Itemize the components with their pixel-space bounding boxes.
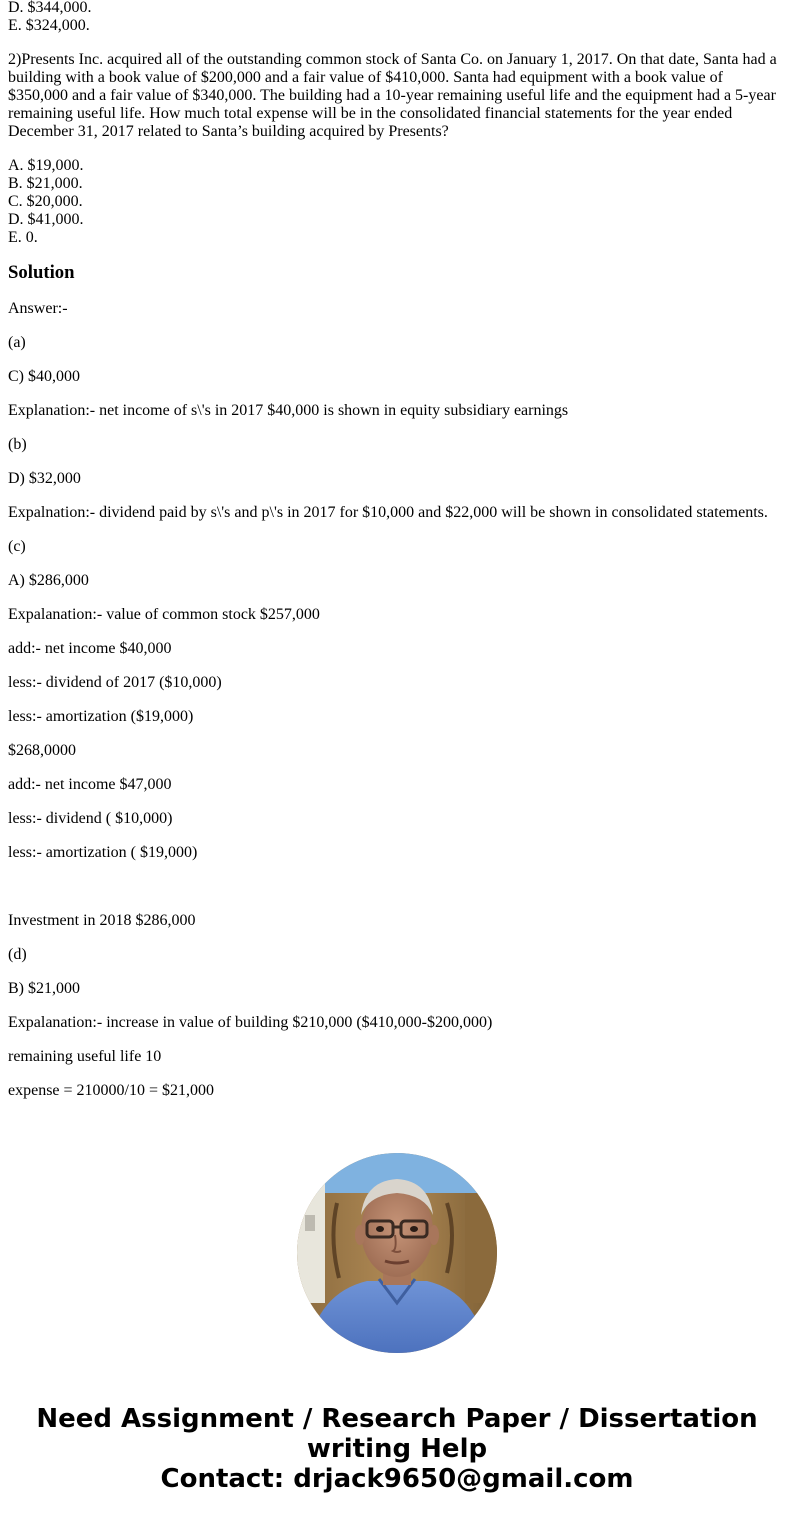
answer-line: (c) xyxy=(8,538,26,555)
answer-line: less:- dividend ( $10,000) xyxy=(8,810,173,827)
answer-line: A) $286,000 xyxy=(8,572,89,589)
answer-line: Expalnation:- dividend paid by s\'s and p\'s in 2017 for $10,000 and $22,000 will be shown in consolidated statements. xyxy=(8,504,768,521)
solution-heading: Solution xyxy=(8,262,75,283)
banner-line: writing Help xyxy=(306,1434,488,1464)
banner-line: Need Assignment / Research Paper / Dissertation xyxy=(36,1404,758,1434)
answer-line: B) $21,000 xyxy=(8,980,80,997)
answer-line: (b) xyxy=(8,436,27,453)
answer-line: less:- dividend of 2017 ($10,000) xyxy=(8,674,222,691)
option-line: A. $19,000. xyxy=(8,157,84,174)
option-line: E. 0. xyxy=(8,229,38,246)
answer-line: (a) xyxy=(8,334,26,351)
contact-email: Contact: drjack9650@gmail.com xyxy=(160,1464,634,1494)
top-options xyxy=(8,0,786,35)
answer-line: (d) xyxy=(8,946,27,963)
answer-line: Answer:- xyxy=(8,300,68,317)
answer-line: Expalanation:- increase in value of building $210,000 ($410,000-$200,000) xyxy=(8,1014,493,1031)
option-line: D. $41,000. xyxy=(8,211,84,228)
answer-line: add:- net income $47,000 xyxy=(8,776,172,793)
answer-block xyxy=(8,300,786,1100)
author-photo xyxy=(297,1153,497,1353)
contact-banner xyxy=(0,1404,794,1494)
option-line: E. $324,000. xyxy=(8,17,90,34)
answer-line: Explanation:- net income of s\'s in 2017 $40,000 is shown in equity subsidiary earnings xyxy=(8,402,569,419)
answer-line: C) $40,000 xyxy=(8,368,80,385)
option-line: D. $344,000. xyxy=(8,0,92,16)
document-body xyxy=(8,0,786,1100)
answer-line: less:- amortization ($19,000) xyxy=(8,708,194,725)
answer-line: Investment in 2018 $286,000 xyxy=(8,912,196,929)
answer-line: Expalanation:- value of common stock $257,000 xyxy=(8,606,320,623)
question-text: 2)Presents Inc. acquired all of the outstanding common stock of Santa Co. on January 1, 2017. On that date, Santa had a building with a book value of $200,000 and a fair value of $410,000. Santa had equipment with a book value of $350,000 and a fair value of $340,000. The building had a 10-year remaining useful life and the equipment had a 5-year remaining useful life. How much total expense will be in the consolidated financial statements for the year ended December 31, 2017 related to Santa’s building acquired by Presents? xyxy=(8,51,777,140)
answer-line: add:- net income $40,000 xyxy=(8,640,172,657)
answer-options xyxy=(8,157,786,247)
option-line: C. $20,000. xyxy=(8,193,83,210)
answer-line: remaining useful life 10 xyxy=(8,1048,162,1065)
option-line: B. $21,000. xyxy=(8,175,83,192)
answer-line: expense = 210000/10 = $21,000 xyxy=(8,1082,215,1099)
answer-line: D) $32,000 xyxy=(8,470,81,487)
answer-line: less:- amortization ( $19,000) xyxy=(8,844,198,861)
answer-line: $268,0000 xyxy=(8,742,76,759)
answer-line-blank xyxy=(8,878,786,896)
